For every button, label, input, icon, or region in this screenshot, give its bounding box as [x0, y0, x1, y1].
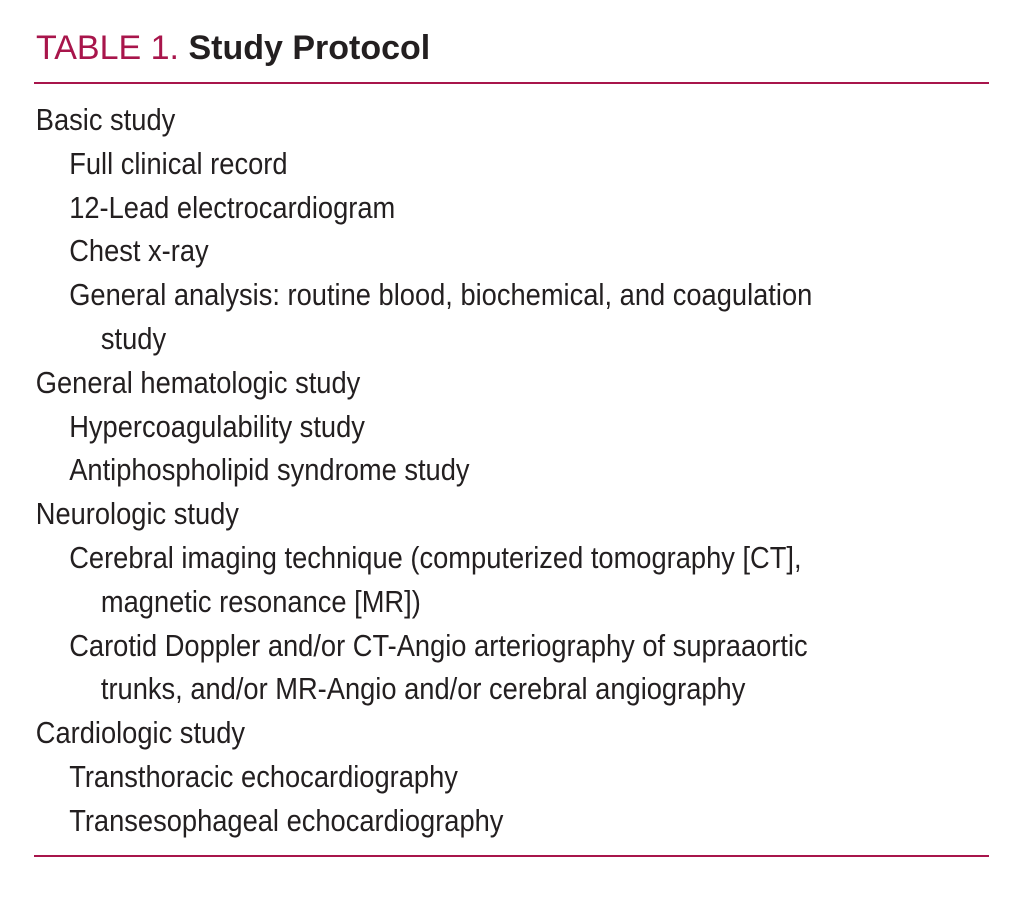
table-name: Study Protocol [188, 29, 431, 67]
section-heading-basic-study: Basic study [35, 102, 176, 137]
bottom-rule [34, 855, 989, 857]
list-item: 12-Lead electrocardiogram [69, 189, 396, 225]
section-heading-hematologic-study: General hematologic study [35, 364, 361, 400]
list-item-continuation: study [100, 320, 167, 356]
protocol-list [34, 84, 989, 843]
list-item: Transesophageal echocardiography [69, 802, 504, 838]
section-heading-cardiologic-study: Cardiologic study [35, 715, 246, 751]
table-number-label: TABLE 1. [36, 29, 179, 67]
list-item: Full clinical record [69, 145, 288, 181]
list-item: Hypercoagulability study [69, 408, 365, 444]
list-item: Cerebral imaging technique (computerized tomography [CT], [69, 539, 802, 575]
list-item: Chest x-ray [69, 233, 209, 269]
section-heading-neurologic-study: Neurologic study [35, 496, 239, 532]
list-item: General analysis: routine blood, biochemical, and coagulation [69, 277, 813, 313]
list-item-continuation: magnetic resonance [MR]) [100, 583, 421, 619]
list-item-continuation: trunks, and/or MR-Angio and/or cerebral angiography [100, 671, 746, 707]
list-item: Carotid Doppler and/or CT-Angio arteriography of supraaortic [69, 627, 808, 663]
table-title [34, 26, 989, 70]
list-item: Transthoracic echocardiography [69, 758, 458, 794]
list-item: Antiphospholipid syndrome study [69, 452, 470, 488]
study-protocol-table [34, 26, 989, 857]
